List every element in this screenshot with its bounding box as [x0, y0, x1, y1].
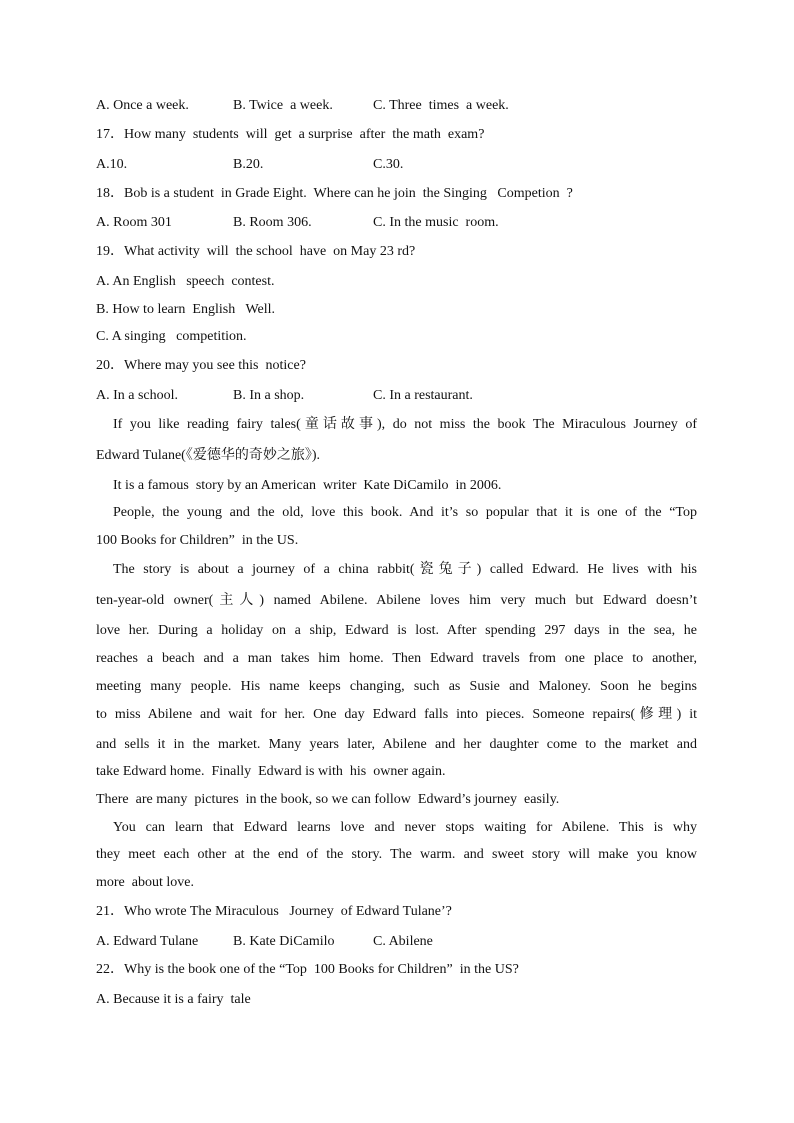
q22-option-a: A. Because it is a fairy tale: [96, 992, 251, 1007]
passage-p6-line-1: You can learn that Edward learns love and never stops waiting for Abilene. This is why: [113, 820, 697, 835]
q18-option-c: C. In the music room.: [373, 215, 499, 230]
q19-stem: 19．What activity will the school have on May 23 rd?: [96, 244, 416, 259]
passage-p4-line-2: ten-year-old owner(主人) named Abilene. Abilene loves him very much but Edward doesn’t: [96, 593, 697, 608]
passage-p6-line-3: more about love.: [96, 875, 194, 890]
passage-p4-line-8: take Edward home. Finally Edward is with his owner again.: [96, 764, 446, 779]
passage-p5: There are many pictures in the book, so we can follow Edward’s journey easily.: [96, 792, 560, 807]
q20-stem: 20．Where may you see this notice?: [96, 358, 306, 373]
q16-option-b: B. Twice a week.: [233, 98, 333, 113]
q19-option-b: B. How to learn English Well.: [96, 302, 276, 317]
q18-stem: 18．Bob is a student in Grade Eight. Where can he join the Singing Competion ?: [96, 186, 573, 201]
passage-p2: It is a famous story by an American writer Kate DiCamilo in 2006.: [113, 478, 502, 493]
q19-option-c: C. A singing competition.: [96, 329, 247, 344]
q20-option-a: A. In a school.: [96, 388, 179, 403]
q18-option-b: B. Room 306.: [233, 215, 312, 230]
passage-p4-line-3: love her. During a holiday on a ship, Edward is lost. After spending 297 days in the sea, he: [96, 623, 697, 638]
q21-option-b: B. Kate DiCamilo: [233, 934, 335, 949]
q17-stem: 17．How many students will get a surprise after the math exam?: [96, 127, 485, 142]
passage-p3-line-2: 100 Books for Children” in the US.: [96, 533, 299, 548]
passage-p1-line-1: If you like reading fairy tales(童话故事), do not miss the book The Miraculous Journey of: [113, 417, 697, 432]
passage-p4-line-1: The story is about a journey of a china rabbit(瓷兔子) called Edward. He lives with his: [113, 562, 697, 577]
q16-option-a: A. Once a week.: [96, 98, 189, 113]
q17-option-c: C.30.: [373, 157, 404, 172]
q19-option-a: A. An English speech contest.: [96, 274, 275, 289]
q18-option-a: A. Room 301: [96, 215, 172, 230]
q21-option-c: C. Abilene: [373, 934, 433, 949]
q17-option-b: B.20.: [233, 157, 264, 172]
passage-p4-line-6: to miss Abilene and wait for her. One day Edward falls into pieces. Someone repairs(修理) it: [96, 707, 697, 722]
q17-option-a: A.10.: [96, 157, 128, 172]
passage-p3-line-1: People, the young and the old, love this book. And it’s so popular that it is one of the “Top: [113, 505, 697, 520]
passage-p6-line-2: they meet each other at the end of the story. The warm. and sweet story will make you know: [96, 847, 697, 862]
passage-p4-line-4: reaches a beach and a man takes him home. Then Edward travels from one place to another,: [96, 651, 697, 666]
q20-option-c: C. In a restaurant.: [373, 388, 473, 403]
q21-option-a: A. Edward Tulane: [96, 934, 199, 949]
passage-p4-line-7: and sells it in the market. Many years later, Abilene and her daughter come to the market and: [96, 737, 697, 752]
passage-p4-line-5: meeting many people. His name keeps changing, such as Susie and Maloney. Soon he begins: [96, 679, 697, 694]
q16-option-c: C. Three times a week.: [373, 98, 509, 113]
q22-stem: 22．Why is the book one of the “Top 100 Books for Children” in the US?: [96, 962, 519, 977]
q21-stem: 21．Who wrote The Miraculous Journey of Edward Tulane’?: [96, 904, 452, 919]
q20-option-b: B. In a shop.: [233, 388, 305, 403]
passage-p1-line-2: Edward Tulane(《爱德华的奇妙之旅》).: [96, 448, 320, 463]
